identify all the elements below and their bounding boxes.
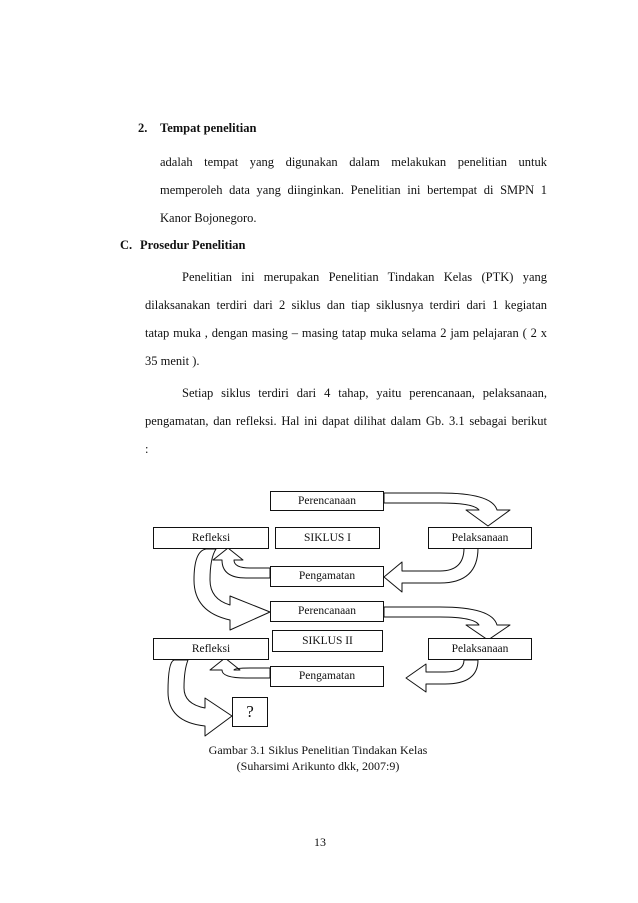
- box-perencanaan-2: Perencanaan: [270, 601, 384, 622]
- arrow-to-pelaksanaan-2: [384, 607, 510, 640]
- paragraph-line: memperoleh data yang diinginkan. Penelitian ini bertempat di SMPN 1: [160, 183, 547, 197]
- arrow-to-pengamatan-2: [406, 660, 478, 692]
- paragraph-line: :: [145, 442, 149, 456]
- paragraph-line: Setiap siklus terdiri dari 4 tahap, yaitu perencanaan, pelaksanaan,: [182, 386, 547, 400]
- box-perencanaan-1: Perencanaan: [270, 491, 384, 511]
- figure-caption-source: (Suharsimi Arikunto dkk, 2007:9): [236, 759, 400, 773]
- page-number: 13: [314, 835, 326, 849]
- box-siklus-1: SIKLUS I: [275, 527, 380, 549]
- box-pengamatan-2: Pengamatan: [270, 666, 384, 687]
- box-pelaksanaan-1: Pelaksanaan: [428, 527, 532, 549]
- box-refleksi-1: Refleksi: [153, 527, 269, 549]
- box-question: ?: [232, 697, 268, 727]
- box-pelaksanaan-2: Pelaksanaan: [428, 638, 532, 660]
- paragraph-line: adalah tempat yang digunakan dalam melakukan penelitian untuk: [160, 155, 547, 169]
- paragraph-line: pengamatan, dan refleksi. Hal ini dapat dilihat dalam Gb. 3.1 sebagai berikut: [145, 414, 547, 428]
- paragraph-line: Penelitian ini merupakan Penelitian Tindakan Kelas (PTK) yang: [182, 270, 547, 284]
- box-siklus-2: SIKLUS II: [272, 630, 383, 652]
- arrow-to-refleksi-1: [213, 548, 270, 578]
- arrow-to-refleksi-2: [210, 658, 270, 678]
- paragraph-line: tatap muka , dengan masing – masing tatap muka selama 2 jam pelajaran ( 2 x: [145, 326, 547, 340]
- paragraph-line: dilaksanakan terdiri dari 2 siklus dan tiap siklusnya terdiri dari 1 kegiatan: [145, 298, 547, 312]
- box-refleksi-2: Refleksi: [153, 638, 269, 660]
- arrow-to-pelaksanaan-1: [384, 493, 510, 526]
- figure-caption: Gambar 3.1 Siklus Penelitian Tindakan Kelas: [208, 743, 428, 757]
- section-letter: C.: [120, 238, 133, 252]
- paragraph-line: Kanor Bojonegoro.: [160, 211, 257, 225]
- section-heading: Prosedur Penelitian: [140, 238, 246, 252]
- arrow-to-pengamatan-1: [384, 548, 478, 592]
- paragraph-line: 35 menit ).: [145, 354, 200, 368]
- section-number: 2.: [138, 121, 148, 135]
- section-heading: Tempat penelitian: [160, 121, 257, 135]
- box-pengamatan-1: Pengamatan: [270, 566, 384, 587]
